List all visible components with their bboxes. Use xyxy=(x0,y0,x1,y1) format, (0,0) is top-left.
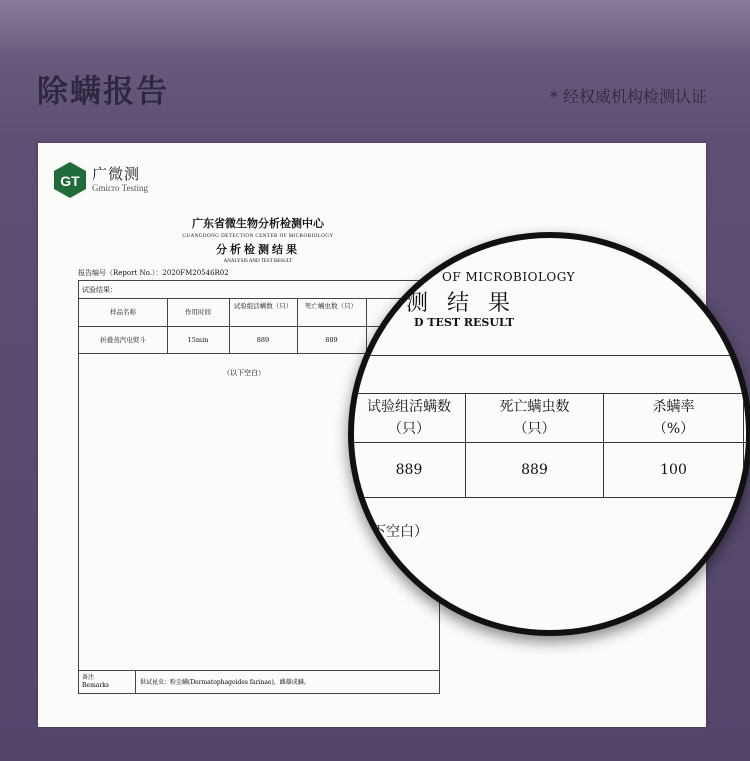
logo-name-en: Gmicro Testing xyxy=(92,183,148,193)
magnifier-lens xyxy=(348,232,750,636)
magnified-cell-live: 889 xyxy=(395,462,423,478)
table-divider xyxy=(79,670,439,671)
table-divider xyxy=(135,670,136,694)
magnified-divider xyxy=(348,442,750,443)
cell-dead: 889 xyxy=(325,336,338,344)
cell-time: 15min xyxy=(187,336,209,344)
result-label: 试验结果： xyxy=(82,286,117,294)
top-background-glow xyxy=(0,0,750,60)
magnified-header-dead: 死亡螨虫数 （只） xyxy=(499,399,570,437)
magnified-cell-rate: 100 xyxy=(660,462,687,478)
remarks-text: 供试昆虫：粉尘螨(Dermatophagoides farinae)，雌雄成螨。 xyxy=(140,679,310,686)
column-header-time: 作用时间 xyxy=(185,308,211,316)
magnified-blank-note: 下空白） xyxy=(372,524,428,540)
logo-name-cn: 广微测 xyxy=(92,165,141,183)
magnified-divider xyxy=(743,393,744,497)
magnified-org-title: OF MICROBIOLOGY xyxy=(442,270,576,284)
report-number: 报告编号（Report No.）：2020FM20546R02 xyxy=(78,269,229,277)
magnified-heading: 测 结 果 xyxy=(406,291,516,316)
magnified-cell-dead: 889 xyxy=(521,462,548,478)
magnified-heading-en: D TEST RESULT xyxy=(414,316,514,329)
report-org-title-en: GUANGDONG DETECTION CENTER OF MICROBIOLOGY xyxy=(182,234,334,239)
report-heading: 分析检测结果 xyxy=(216,243,300,256)
magnified-header-rate: 杀螨率 （%） xyxy=(652,399,695,437)
remarks-label xyxy=(82,674,109,690)
report-org-title: 广东省微生物分析检测中心 xyxy=(192,217,324,230)
cell-sample: 折叠蒸汽电熨斗 xyxy=(100,336,146,344)
page-subtitle: * 经权威机构检测认证 xyxy=(549,87,707,106)
blank-note: （以下空白） xyxy=(223,369,265,377)
column-header-sample: 样品名称 xyxy=(110,308,136,316)
column-header-dead: 死亡螨虫数（只） xyxy=(305,302,357,310)
report-heading-en: ANALYSIS AND TEST RESULT xyxy=(223,259,293,264)
page-title: 除螨报告 xyxy=(37,74,169,110)
magnified-divider xyxy=(348,355,750,356)
remarks-label-cn: 备注 xyxy=(82,674,95,681)
magnified-divider xyxy=(348,393,750,394)
remarks-label-en: Remarks xyxy=(82,682,109,689)
gmicro-logo-icon xyxy=(53,161,87,199)
logo-mark: GT xyxy=(60,173,80,189)
magnified-header-live: 试验组活螨数 （只） xyxy=(367,399,451,437)
column-header-live: 试验组活螨数（只） xyxy=(233,302,293,310)
cell-live: 889 xyxy=(256,336,270,344)
magnified-divider xyxy=(348,497,750,498)
